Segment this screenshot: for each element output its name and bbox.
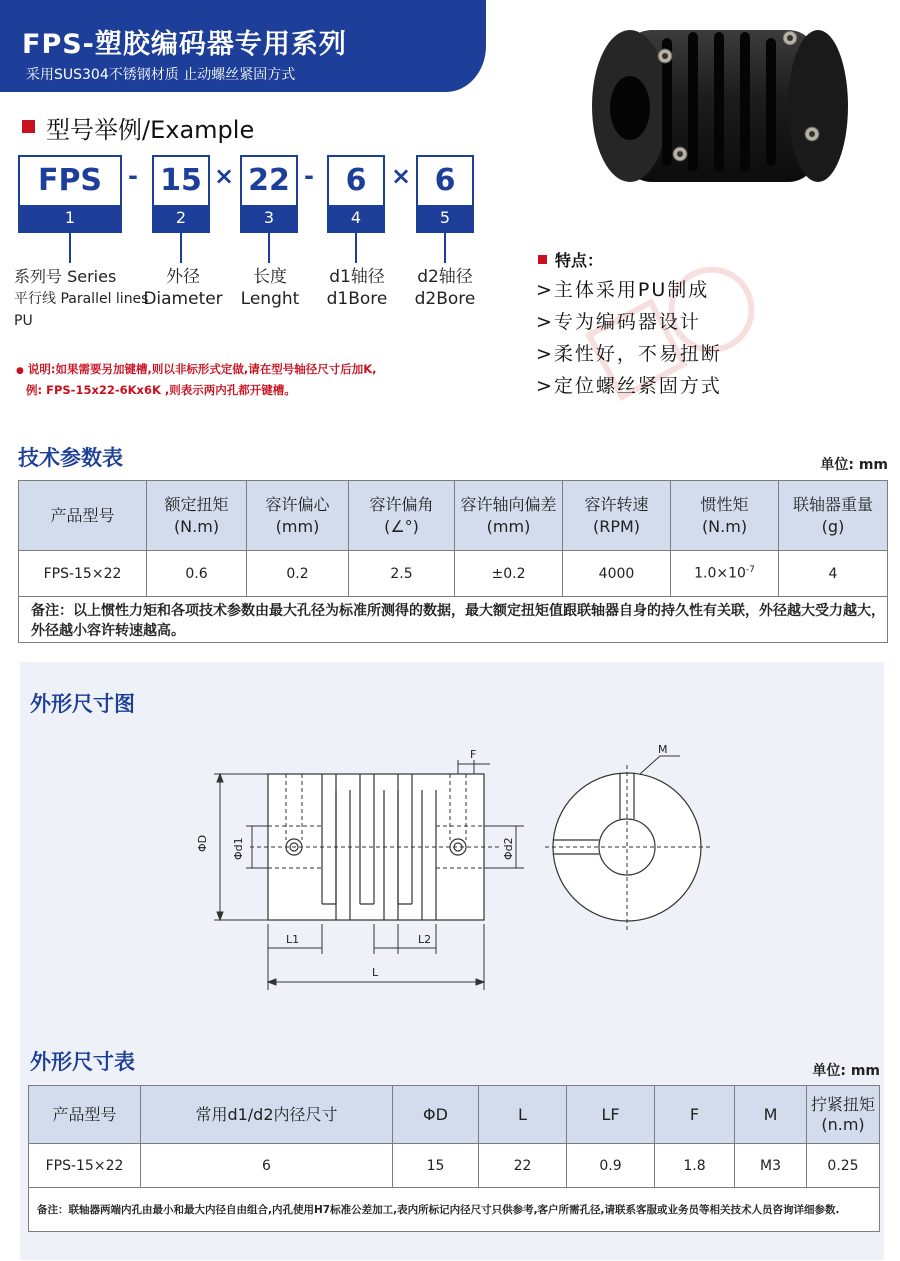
code-value: 15 (160, 163, 202, 198)
feature-item: >专为编码器设计 (536, 311, 701, 333)
code-value: FPS (37, 163, 103, 198)
label-od: ΦD (196, 834, 209, 852)
header-text: F (689, 1104, 700, 1124)
table-header (147, 481, 247, 551)
header-text: M (763, 1104, 778, 1124)
code-box-diameter (152, 155, 210, 233)
code-separator: × (214, 162, 235, 190)
code-index: 3 (242, 205, 296, 231)
page-title: FPS-塑胶编码器专用系列 (22, 29, 347, 60)
code-separator: - (128, 162, 138, 190)
cell-bore: 6 (141, 1144, 393, 1188)
table-header-row (19, 481, 888, 551)
code-value: 6 (345, 163, 367, 198)
features-heading: 特点： (555, 251, 604, 270)
label-line: d2Bore (414, 289, 476, 309)
label-line: d2轴径 (417, 267, 473, 287)
cell-f: 1.8 (655, 1144, 735, 1188)
table-header (141, 1086, 393, 1144)
connector-line (180, 233, 182, 263)
label-d2: Φd2 (502, 837, 515, 860)
label-series (14, 266, 148, 332)
table-header (247, 481, 349, 551)
cell-angle: 2.5 (349, 551, 455, 597)
header-text: 额定扭矩 (164, 494, 229, 514)
code-index: 2 (154, 205, 208, 231)
header-text: 常用d1/d2内径尺寸 (195, 1104, 338, 1124)
note-line (16, 360, 377, 381)
header-text: 产品型号 (52, 1104, 117, 1124)
header-text: 拧紧扭矩 (810, 1094, 875, 1114)
cell-tightening-torque: 0.25 (807, 1144, 880, 1188)
header-unit: (mm) (486, 516, 531, 536)
table-note-row (29, 1188, 880, 1232)
cell-model: FPS-15×22 (19, 551, 147, 597)
table-header (735, 1086, 807, 1144)
header-unit: (∠°) (384, 516, 419, 536)
dimension-drawing (190, 740, 740, 1000)
label-diameter (140, 266, 226, 310)
table-header (29, 1086, 141, 1144)
label-d1 (316, 266, 398, 310)
code-box-series (18, 155, 122, 233)
header-text: 联轴器重量 (792, 494, 873, 514)
note-text: 说明:如果需要另加键槽,则以非标形式定做,请在型号轴径尺寸后加K, (27, 362, 377, 376)
header-text: 容许偏心 (265, 494, 330, 514)
dim-table-unit: 单位: mm (812, 1063, 880, 1079)
dim-table-note: 备注：联轴器两端内孔由最小和最大内径自由组合,内孔使用H7标准公差加工,表内所标记内径尺寸只供参考,客户所需孔径,请联系客服或业务员等相关技术人员咨询详细参数. (29, 1188, 880, 1232)
table-note-row (19, 597, 888, 643)
table-row (29, 1144, 880, 1188)
connector-line (355, 233, 357, 263)
tech-table-unit: 单位: mm (820, 457, 888, 473)
label-m: M (658, 743, 668, 756)
code-index: 4 (329, 205, 383, 231)
cell-od: 15 (393, 1144, 479, 1188)
label-line: 系列号 Series (14, 267, 117, 286)
label-l2: L2 (418, 933, 432, 946)
code-box-length (240, 155, 298, 233)
code-separator: - (304, 162, 314, 190)
code-box-d1 (327, 155, 385, 233)
header-unit: (mm) (275, 516, 320, 536)
label-line: 外径 (166, 267, 200, 287)
features-list (536, 274, 722, 402)
connector-line (69, 233, 71, 263)
tech-table (18, 480, 888, 643)
cell-rpm: 4000 (563, 551, 671, 597)
header-text: 容许转速 (584, 494, 649, 514)
label-line: 长度 (253, 267, 287, 287)
header-text: L (518, 1104, 527, 1124)
table-header (567, 1086, 655, 1144)
header-unit: (N.m) (701, 516, 748, 536)
header-text: 惯性矩 (700, 494, 749, 514)
header-text: ΦD (423, 1104, 448, 1124)
section-marker (538, 255, 547, 264)
header-text: 容许偏角 (369, 494, 434, 514)
label-l: L (372, 966, 379, 979)
code-value: 22 (248, 163, 290, 198)
table-header (479, 1086, 567, 1144)
cell-axial: ±0.2 (455, 551, 563, 597)
note-line: 例: FPS-15x22-6Kx6K ,则表示两内孔都开键槽。 (26, 383, 296, 397)
connector-line (444, 233, 446, 263)
header-unit: (N.m) (173, 516, 220, 536)
table-header (671, 481, 779, 551)
header-unit: (RPM) (592, 516, 641, 536)
cell-lf: 0.9 (567, 1144, 655, 1188)
code-index: 5 (418, 205, 472, 231)
example-heading: 型号举例/Example (46, 116, 255, 144)
label-d1: Φd1 (232, 837, 245, 860)
table-header (655, 1086, 735, 1144)
table-header (455, 481, 563, 551)
table-header (563, 481, 671, 551)
header-unit: (g) (821, 516, 845, 536)
label-line: Diameter (143, 289, 223, 309)
feature-item: >定位螺丝紧固方式 (536, 375, 722, 397)
connector-line (268, 233, 270, 263)
code-value: 6 (434, 163, 456, 198)
features-header (538, 248, 603, 271)
label-length (228, 266, 312, 310)
feature-item: >主体采用PU制成 (536, 279, 710, 301)
header-text: 容许轴向偏差 (460, 494, 557, 514)
header-unit: (n.m) (821, 1114, 865, 1134)
inertia-exponent: -7 (745, 565, 755, 576)
label-line: 平行线 Parallel lines (14, 291, 149, 307)
cell-model: FPS-15×22 (29, 1144, 141, 1188)
table-header (779, 481, 888, 551)
label-d2 (404, 266, 486, 310)
tech-table-title: 技术参数表 (18, 446, 123, 470)
page-subtitle: 采用SUS304不锈钢材质 止动螺丝紧固方式 (26, 67, 296, 83)
label-f: F (470, 748, 477, 761)
table-header (393, 1086, 479, 1144)
cell-torque: 0.6 (147, 551, 247, 597)
bullet-dot-icon: ● (16, 366, 24, 376)
inertia-base: 1.0×10 (694, 565, 746, 582)
label-line: PU (14, 313, 33, 329)
label-line: d1Bore (326, 289, 388, 309)
keyway-note (16, 360, 377, 400)
cell-inertia (671, 551, 779, 597)
table-header (807, 1086, 880, 1144)
product-photo (590, 12, 860, 207)
drawing-title: 外形尺寸图 (30, 692, 135, 716)
cell-weight: 4 (779, 551, 888, 597)
feature-item: >柔性好，不易扭断 (536, 343, 722, 365)
dim-table-title: 外形尺寸表 (30, 1050, 135, 1074)
section-marker (22, 120, 35, 133)
code-index: 1 (20, 205, 120, 231)
tech-table-note: 备注：以上惯性力矩和各项技术参数由最大孔径为标准所测得的数据，最大额定扭矩值跟联轴器自身的持久性有关联，外径越大受力越大，外径越小容许转速越高。 (19, 597, 888, 643)
table-header (349, 481, 455, 551)
cell-m: M3 (735, 1144, 807, 1188)
table-header (19, 481, 147, 551)
code-box-d2 (416, 155, 474, 233)
table-row (19, 551, 888, 597)
code-separator: × (391, 162, 412, 190)
header-text: 产品型号 (50, 505, 115, 525)
cell-l: 22 (479, 1144, 567, 1188)
table-header-row (29, 1086, 880, 1144)
dimension-table (28, 1085, 880, 1232)
cell-eccentric: 0.2 (247, 551, 349, 597)
header-text: LF (601, 1104, 620, 1124)
label-l1: L1 (286, 933, 300, 946)
label-line: Lenght (240, 289, 300, 309)
label-line: d1轴径 (329, 267, 385, 287)
